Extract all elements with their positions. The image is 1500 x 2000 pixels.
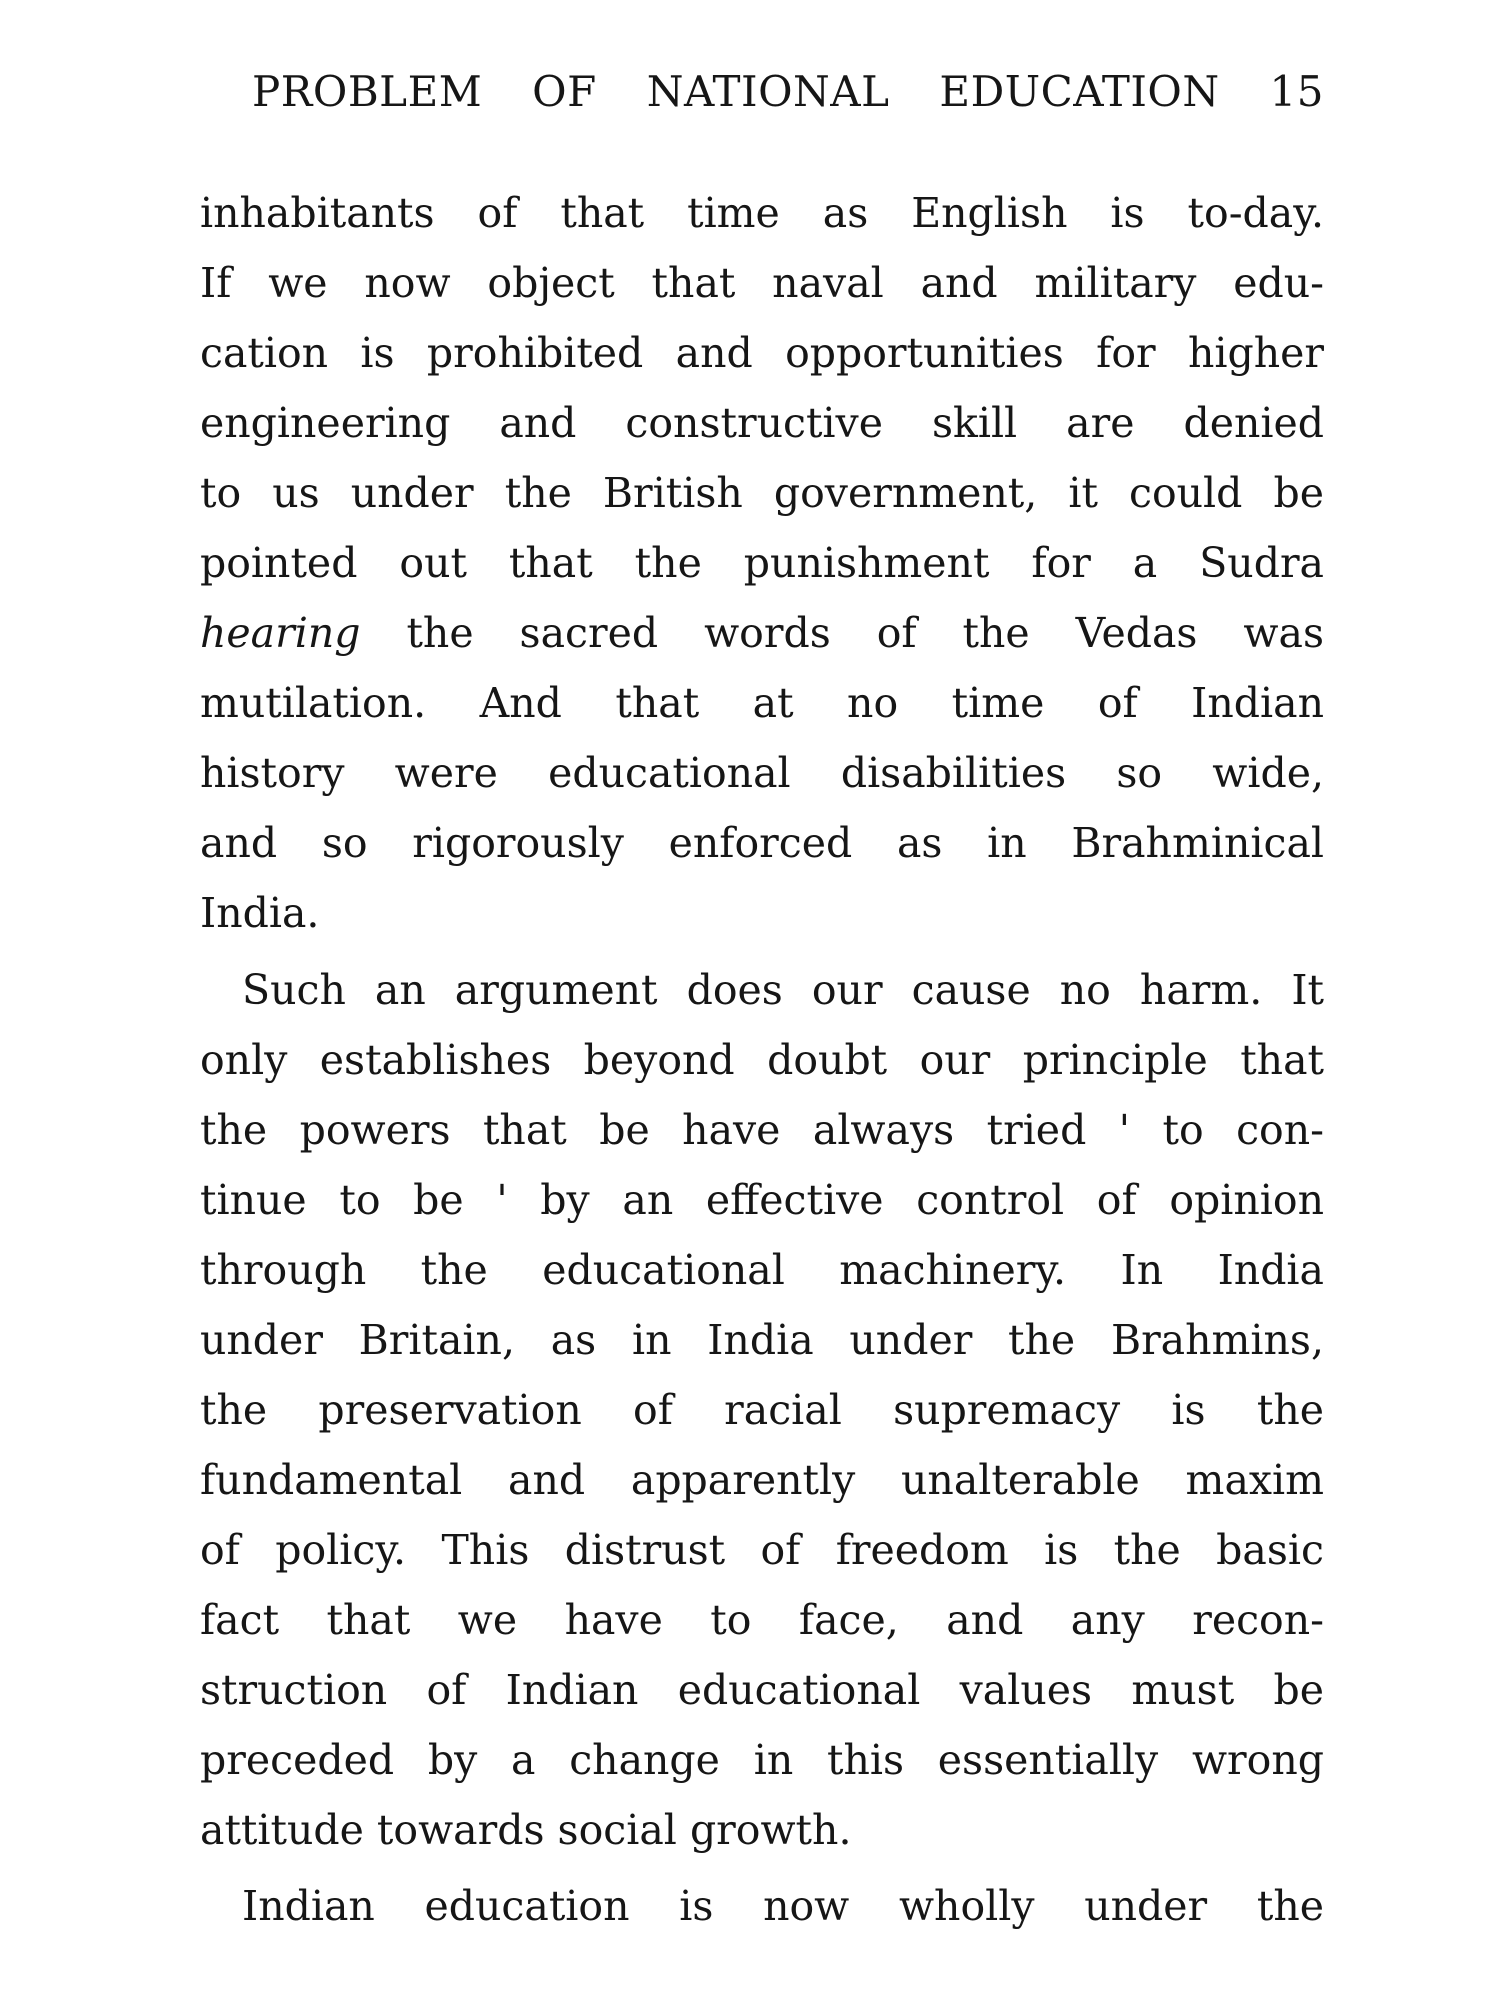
text-line: to us under the British government, it could be [200, 469, 1324, 517]
text-line: India. [200, 889, 320, 937]
text-line: Such an argument does our cause no harm. It [242, 966, 1324, 1014]
text-line: the preservation of racial supremacy is the [200, 1386, 1324, 1434]
text-line: only establishes beyond doubt our principle that [200, 1036, 1324, 1084]
text-line: cation is prohibited and opportunities for higher [200, 329, 1324, 377]
text-line: Indian education is now wholly under the [242, 1882, 1324, 1930]
text-line: of policy. This distrust of freedom is the basic [200, 1526, 1324, 1574]
text-line: tinue to be ' by an effective control of opinion [200, 1176, 1324, 1224]
running-head: PROBLEM OF NATIONAL EDUCATION 15 [252, 67, 1324, 116]
text-line: the powers that be have always tried ' to con- [200, 1106, 1324, 1154]
text-segment: the sacred words of the Vedas was [360, 609, 1324, 657]
text-line: history were educational disabilities so wide, [200, 749, 1324, 797]
text-line-with-italic [200, 605, 1324, 661]
text-line: and so rigorously enforced as in Brahminical [200, 819, 1324, 867]
text-line: attitude towards social growth. [200, 1806, 852, 1854]
text-line: fact that we have to face, and any recon- [200, 1596, 1324, 1644]
text-line: engineering and constructive skill are denied [200, 399, 1324, 447]
text-line: If we now object that naval and military edu- [200, 259, 1324, 307]
text-line: fundamental and apparently unalterable maxim [200, 1456, 1324, 1504]
text-line: under Britain, as in India under the Brahmins, [200, 1316, 1324, 1364]
text-line: preceded by a change in this essentially wrong [200, 1736, 1324, 1784]
text-line: pointed out that the punishment for a Sudra [200, 539, 1324, 587]
text-line: mutilation. And that at no time of Indian [200, 679, 1324, 727]
text-line: struction of Indian educational values must be [200, 1666, 1324, 1714]
text-line: inhabitants of that time as English is to-day. [200, 189, 1324, 237]
italic-word: hearing [200, 609, 361, 657]
text-line: through the educational machinery. In India [200, 1246, 1324, 1294]
